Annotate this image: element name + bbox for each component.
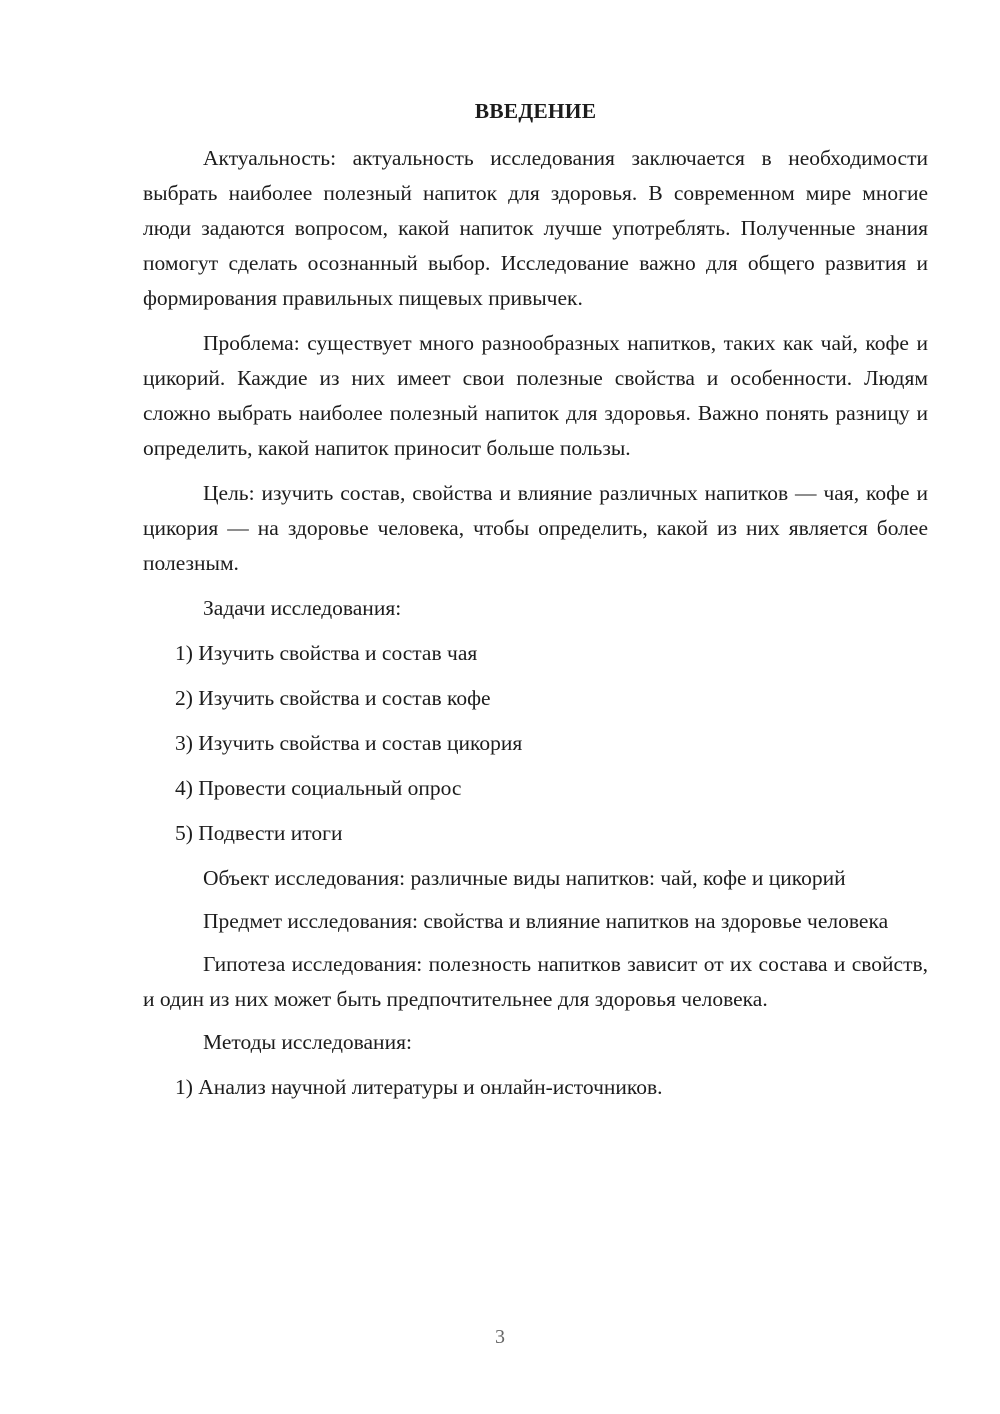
- list-item: 1) Изучить свойства и состав чая: [175, 641, 478, 665]
- tasks-list: [143, 636, 928, 851]
- tasks-heading: Задачи исследования:: [203, 596, 402, 620]
- problem-paragraph: Проблема: существует много разнообразных напитков, таких как чай, кофе и цикорий. Каждие из них имеет свои полезные свойства и особенности. Людям сложно выбрать наиболее полезный напиток для здоровья. Важно понять разницу и определить, какой напиток приносит больше пользы.: [143, 331, 928, 460]
- list-item: 1) Анализ научной литературы и онлайн-источников.: [175, 1075, 663, 1099]
- methods-heading: Методы исследования:: [203, 1030, 412, 1054]
- list-item: 2) Изучить свойства и состав кофе: [175, 686, 491, 710]
- list-item: 4) Провести социальный опрос: [175, 776, 462, 800]
- page-number: 3: [495, 1326, 505, 1348]
- subject-paragraph: Предмет исследования: свойства и влияние напитков на здоровье человека: [203, 909, 889, 933]
- hypothesis-paragraph: Гипотеза исследования: полезность напитков зависит от их состава и свойств, и один из них может быть предпочтительнее для здоровья человека.: [143, 952, 928, 1011]
- methods-list: [143, 1070, 928, 1105]
- list-item: 3) Изучить свойства и состав цикория: [175, 731, 523, 755]
- section-title: ВВЕДЕНИЕ: [474, 99, 597, 123]
- relevance-paragraph: Актуальность: актуальность исследования заключается в необходимости выбрать наиболее полезный напиток для здоровья. В современном мире многие люди задаются вопросом, какой напиток лучше употреблять. Полученные знания помогут сделать осознанный выбор. Исследование важно для общего развития и формирования правильных пищевых привычек.: [143, 146, 928, 310]
- goal-paragraph: Цель: изучить состав, свойства и влияние различных напитков — чая, кофе и цикория — на здоровье человека, чтобы определить, какой из них является более полезным.: [143, 481, 928, 575]
- object-paragraph: Объект исследования: различные виды напитков: чай, кофе и цикорий: [203, 866, 846, 890]
- document-page: [143, 94, 928, 1115]
- list-item: 5) Подвести итоги: [175, 821, 343, 845]
